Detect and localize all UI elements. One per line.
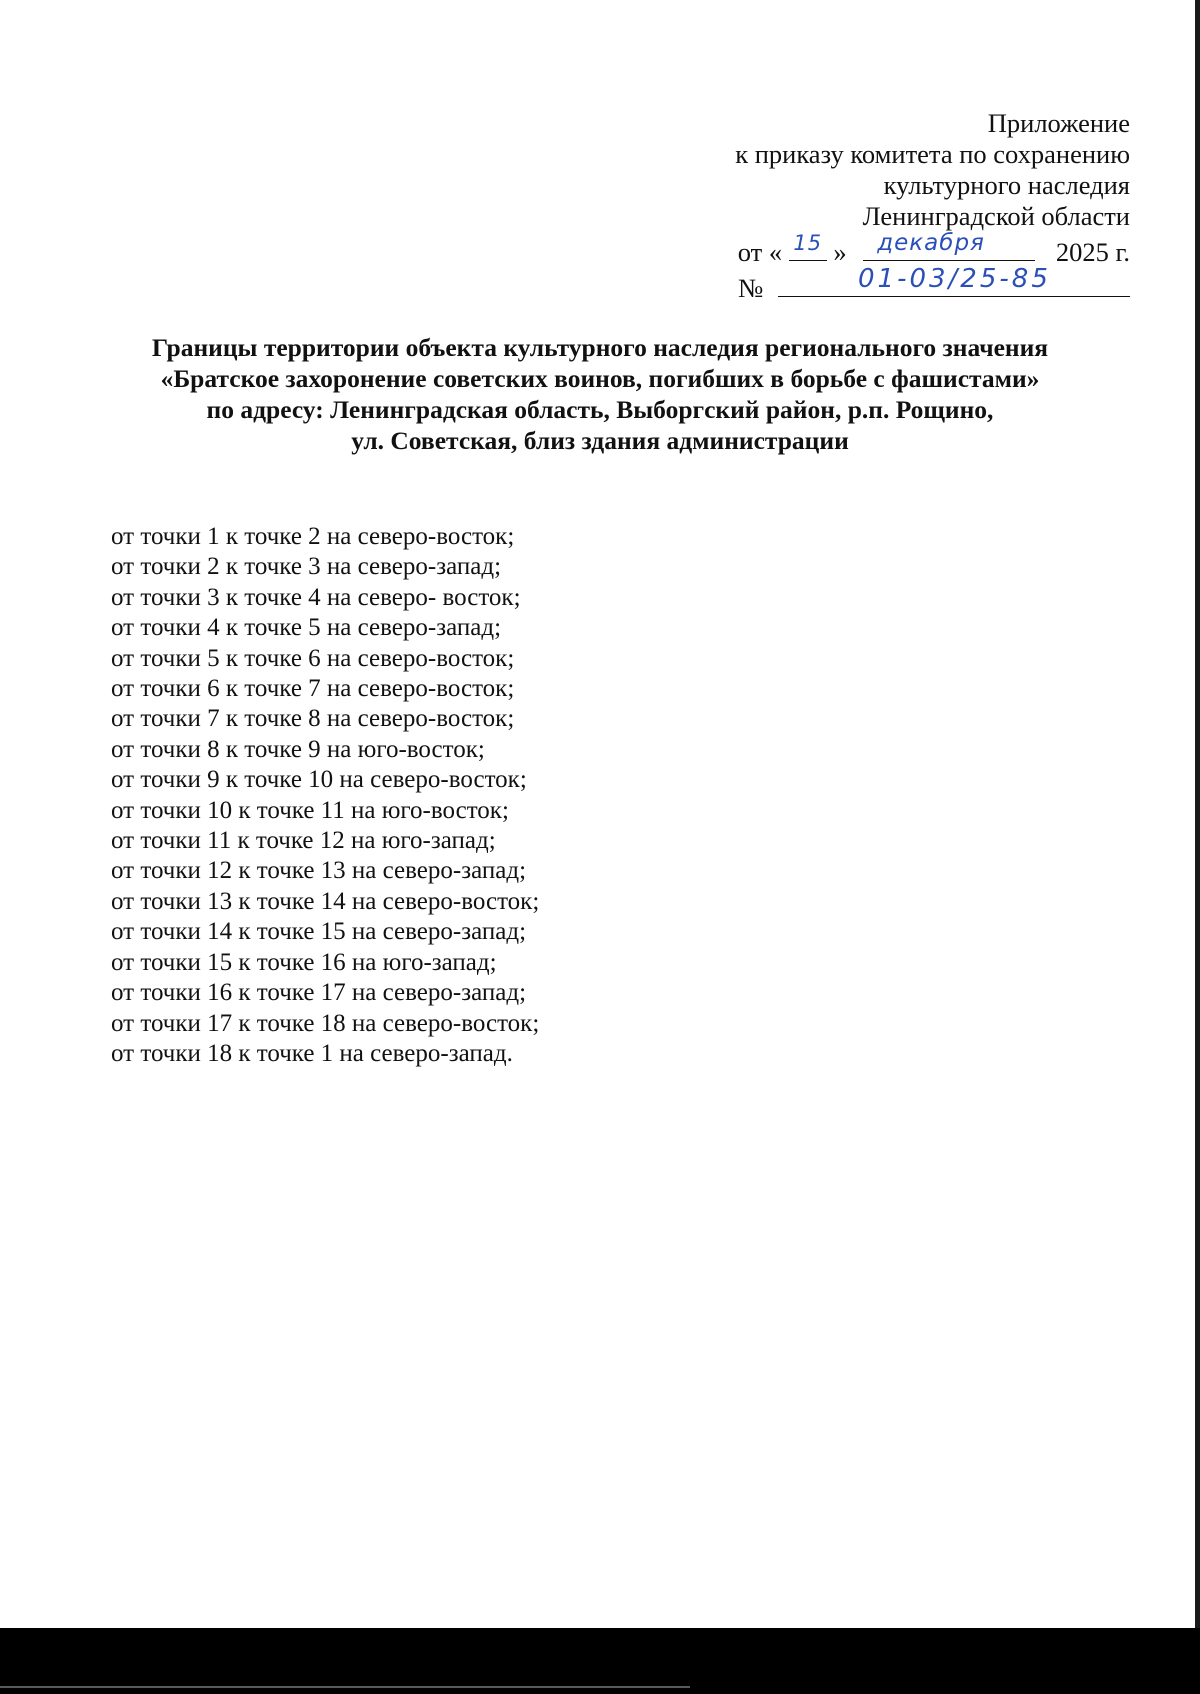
boundary-line-item: от точки 13 к точке 14 на северо-восток; — [111, 887, 540, 915]
order-reference-line-3: Ленинградской области — [862, 201, 1130, 231]
date-year: 2025 г. — [1055, 237, 1130, 267]
boundary-line-item: от точки 2 к точке 3 на северо-запад; — [111, 553, 502, 581]
boundary-line-item: от точки 17 к точке 18 на северо-восток; — [111, 1009, 540, 1037]
boundary-line-item: от точки 5 к точке 6 на северо-восток; — [111, 644, 515, 672]
order-reference-line-1: к приказу комитета по сохранению — [735, 139, 1130, 169]
date-month-blank — [863, 232, 1035, 261]
boundary-line-item: от точки 4 к точке 5 на северо-запад; — [111, 614, 502, 642]
number-prefix: № — [738, 273, 764, 303]
boundary-line-item: от точки 3 к точке 4 на северо- восток; — [111, 583, 521, 611]
boundary-line-item: от точки 14 к точке 15 на северо-запад; — [111, 918, 527, 946]
date-quote-close: » — [833, 237, 847, 267]
date-day-handwritten: 15 — [793, 231, 823, 255]
boundary-line-item: от точки 8 к точке 9 на юго-восток; — [111, 735, 485, 763]
boundary-points-list — [111, 522, 539, 1069]
boundary-line-item: от точки 6 к точке 7 на северо-восток; — [111, 675, 515, 703]
title-line-4: ул. Советская, близ здания администрации — [351, 426, 849, 455]
title-line-2: «Братское захоронение советских воинов, погибших в борьбе с фашистами» — [160, 364, 1040, 393]
order-number-line — [570, 264, 1130, 304]
order-date-line — [570, 232, 1130, 268]
boundary-line-item: от точки 7 к точке 8 на северо-восток; — [111, 705, 515, 733]
boundary-line-item: от точки 15 к точке 16 на юго-запад; — [111, 948, 497, 976]
document-title — [60, 332, 1140, 456]
order-number-handwritten: 01-03/25-85 — [858, 264, 1051, 294]
scan-bottom-band — [0, 1628, 1200, 1694]
boundary-line-item: от точки 11 к точке 12 на юго-запад; — [111, 827, 496, 855]
appendix-title: Приложение — [987, 108, 1130, 138]
date-prefix: от « — [737, 237, 783, 267]
boundary-line-item: от точки 18 к точке 1 на северо-запад. — [111, 1039, 513, 1067]
boundary-line-item: от точки 1 к точке 2 на северо-восток; — [111, 523, 515, 550]
title-line-3: по адресу: Ленинградская область, Выборгский район, р.п. Рощино, — [206, 395, 994, 424]
date-day-blank — [789, 232, 827, 261]
order-reference-line-2: культурного наследия — [883, 170, 1130, 200]
boundary-line-item: от точки 10 к точке 11 на юго-восток; — [111, 796, 509, 824]
order-number-blank — [778, 264, 1130, 297]
appendix-header — [570, 108, 1130, 304]
scan-edge — [1195, 0, 1200, 1694]
title-line-1: Границы территории объекта культурного наследия регионального значения — [151, 333, 1049, 362]
boundary-line-item: от точки 12 к точке 13 на северо-запад; — [111, 857, 527, 885]
scan-artifact-line — [0, 1686, 690, 1688]
boundary-line-item: от точки 16 к точке 17 на северо-запад; — [111, 979, 527, 1007]
date-month-handwritten: декабря — [877, 230, 985, 256]
boundary-line-item: от точки 9 к точке 10 на северо-восток; — [111, 766, 527, 794]
